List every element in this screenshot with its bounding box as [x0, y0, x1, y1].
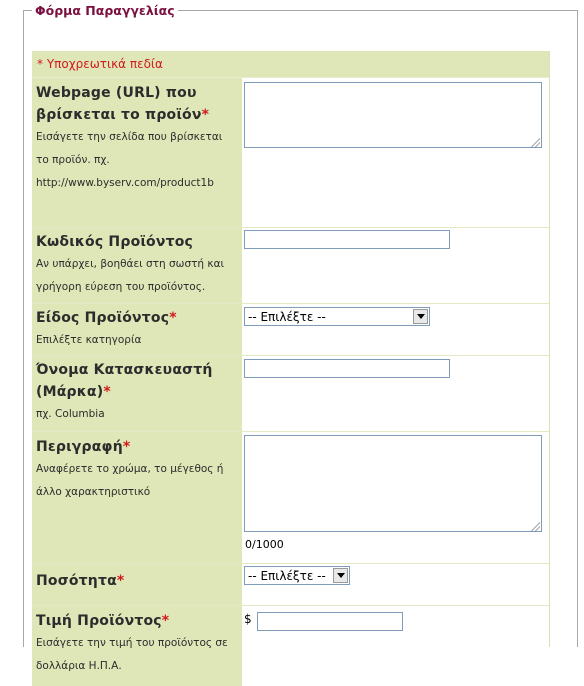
field-cell-url — [242, 78, 549, 227]
required-star: * — [103, 384, 111, 400]
required-fields-note: * Υποχρεωτικά πεδία — [32, 51, 549, 78]
fieldset-border-right — [577, 10, 578, 647]
label-description: Περιγραφή — [36, 439, 123, 455]
label-cell-quantity — [32, 564, 242, 605]
row-kind — [32, 304, 549, 356]
label-url: Webpage (URL) που βρίσκεται το προϊόν — [36, 85, 202, 123]
dropdown-arrow-icon[interactable] — [333, 568, 348, 583]
help-kind-1: Επιλέξτε κατηγορία — [36, 334, 142, 346]
quantity-select[interactable] — [244, 566, 350, 585]
label-price: Τιμή Προϊόντος — [36, 613, 162, 629]
help-brand-1: πχ. Columbia — [36, 408, 105, 420]
label-cell-code — [32, 228, 242, 303]
row-description — [32, 432, 549, 564]
resize-grip-icon[interactable] — [531, 522, 540, 531]
label-cell-brand — [32, 356, 242, 431]
dropdown-arrow-icon[interactable] — [413, 309, 428, 324]
product-kind-selected: -- Επιλέξτε -- — [248, 309, 326, 324]
help-code-2: γρήγορη εύρεση του προϊόντος. — [36, 281, 206, 293]
row-brand — [32, 356, 549, 432]
currency-symbol: $ — [244, 612, 252, 626]
product-code-input[interactable] — [244, 230, 450, 249]
field-cell-kind — [242, 304, 549, 355]
label-kind: Είδος Προϊόντος — [36, 310, 170, 326]
form-legend: Φόρμα Παραγγελίας — [32, 3, 178, 19]
price-input[interactable] — [257, 612, 403, 631]
label-cell-url — [32, 78, 242, 227]
description-textarea[interactable] — [244, 435, 542, 532]
label-quantity: Ποσότητα — [36, 573, 117, 589]
help-description-2: άλλο χαρακτηριστικό — [36, 486, 151, 498]
character-counter: 0/1000 — [245, 538, 284, 551]
help-code-1: Αν υπάρχει, βοηθάει στη σωστή και — [36, 258, 225, 270]
order-form — [32, 51, 550, 672]
help-url-3: http://www.byserv.com/product1b — [36, 177, 214, 189]
field-cell-price — [242, 606, 549, 686]
row-quantity — [32, 564, 549, 606]
field-cell-code — [242, 228, 549, 303]
label-brand-1: Όνομα Κατασκευαστή — [36, 362, 213, 378]
label-code: Κωδικός Προϊόντος — [36, 234, 194, 250]
url-textarea[interactable] — [244, 82, 542, 148]
field-cell-quantity — [242, 564, 549, 605]
help-description-1: Αναφέρετε το χρώμα, το μέγεθος ή — [36, 463, 224, 475]
required-star: * — [161, 613, 170, 629]
row-url — [32, 78, 549, 228]
required-star: * — [169, 310, 177, 326]
help-price-2: δολλάρια Η.Π.Α. — [36, 660, 122, 672]
field-cell-description — [242, 432, 549, 563]
row-price — [32, 606, 549, 686]
resize-grip-icon[interactable] — [531, 138, 540, 147]
row-code — [32, 228, 549, 304]
label-cell-price — [32, 606, 242, 686]
fieldset-border-left — [23, 10, 24, 647]
quantity-selected: -- Επιλέξτε -- — [248, 568, 326, 583]
field-cell-brand — [242, 356, 549, 431]
help-price-1: Εισάγετε την τιμή του προϊόντος σε — [36, 637, 228, 649]
help-url-2: το προϊόν. πχ. — [36, 154, 110, 166]
label-brand-2: (Μάρκα) — [36, 384, 104, 400]
brand-input[interactable] — [244, 359, 450, 378]
help-url-1: Εισάγετε την σελίδα που βρίσκεται — [36, 131, 223, 143]
label-cell-kind — [32, 304, 242, 355]
label-cell-description — [32, 432, 242, 563]
required-star: * — [122, 439, 131, 455]
required-star: * — [201, 107, 210, 123]
product-kind-select[interactable] — [244, 307, 430, 326]
required-star: * — [116, 573, 125, 589]
